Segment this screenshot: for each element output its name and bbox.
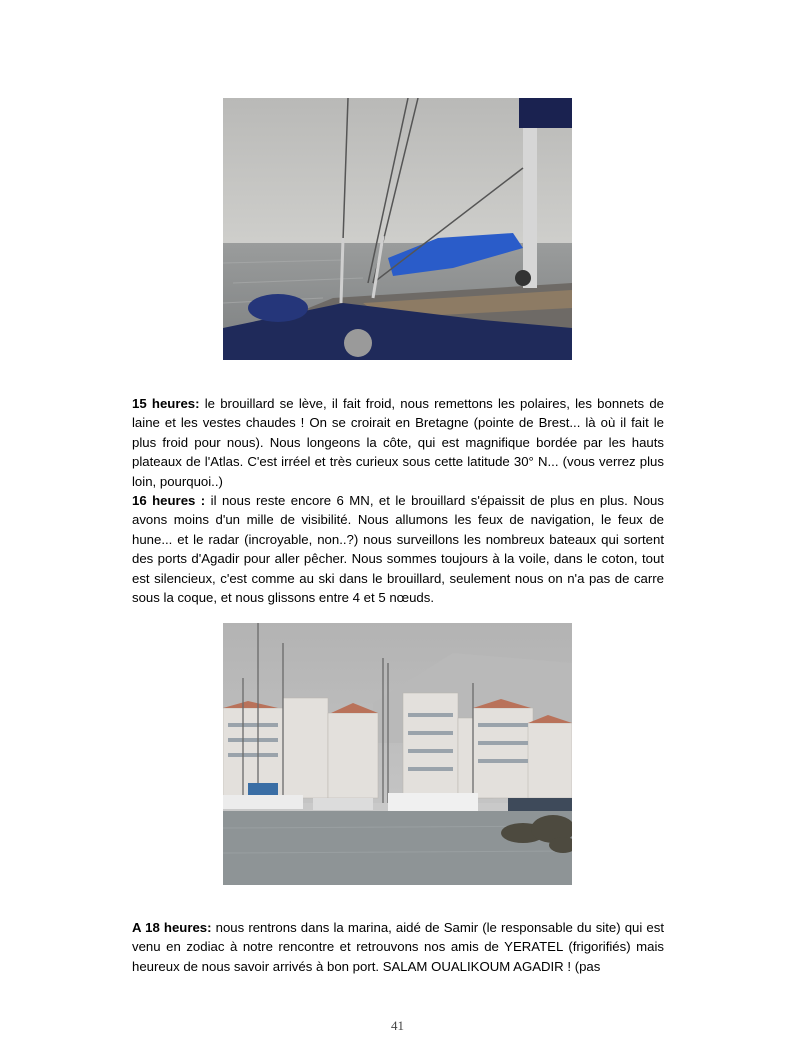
marina-photo (223, 623, 572, 885)
paragraph-text: nous rentrons dans la marina, aidé de Samir (le responsable du site) qui est venu en zodiac à notre rencontre et retrouvons nos amis de YERATEL (frigorifiés) mais heureux de nous savoir arrivés à bon port. SALAM OUALIKOUM AGADIR ! (pas (132, 920, 664, 974)
time-heading: A 18 heures: (132, 920, 212, 935)
time-heading: 15 heures: (132, 396, 200, 411)
marina-illustration (223, 623, 572, 885)
paragraph-text: le brouillard se lève, il fait froid, nous remettons les polaires, les bonnets de laine et les vestes chaudes ! On se croirait en Bretagne (pointe de Brest... là où il fait le plus froid pour nous). Nous longeons la côte, qui est magnifique bordée par les hauts plateaux de l'Atlas. C'est irréel et très curieux sous cette latitude 30° N... (vous verrez plus loin, pourquoi..) (132, 396, 664, 489)
paragraph-text: il nous reste encore 6 MN, et le brouillard s'épaissit de plus en plus. Nous avons moins d'un mille de visibilité. Nous allumons les feux de navigation, le feux de hune... et le radar (incroyable, non..?) nous surveillons les nombreux bateaux qui sortent des ports d'Agadir pour aller pêcher. Nous sommes toujours à la voile, dans le coton, tout est silencieux, c'est comme au ski dans le brouillard, seulement nous on n'a pas de carre sous la coque, et nous glissons entre 4 et 5 nœuds. (132, 493, 664, 606)
sailboat-photo (223, 98, 572, 360)
paragraph-18-heures (132, 918, 664, 976)
time-heading: 16 heures : (132, 493, 206, 508)
paragraph-16-heures (132, 491, 664, 607)
sailboat-illustration (223, 98, 572, 360)
page-number: 41 (391, 1018, 404, 1033)
paragraph-15-heures (132, 394, 664, 491)
